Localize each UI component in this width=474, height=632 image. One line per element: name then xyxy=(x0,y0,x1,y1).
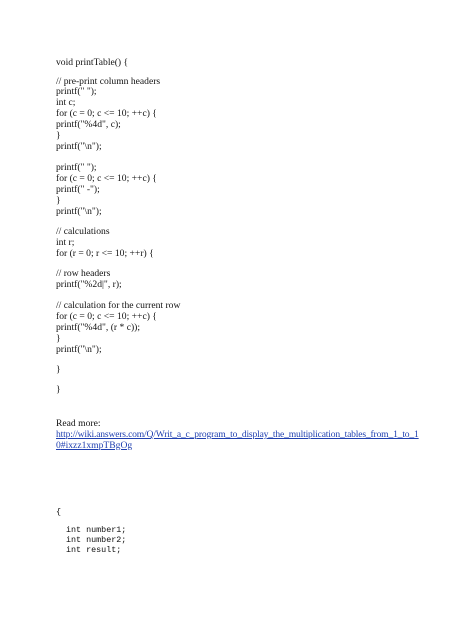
code-line: } xyxy=(56,364,61,375)
code-line: int number1; xyxy=(66,525,127,535)
read-more-label: Read more: xyxy=(56,418,101,429)
code-line: printf("%4d", (r * c)); xyxy=(56,322,141,333)
code-line: void printTable() { xyxy=(56,57,129,68)
code-line: // calculation for the current row xyxy=(56,300,181,311)
code-line: printf(" "); xyxy=(56,162,97,173)
code-line: printf("%2d|", r); xyxy=(56,279,122,290)
code-line: } xyxy=(56,130,61,141)
code-line: for (c = 0; c <= 10; ++c) { xyxy=(56,108,157,119)
code-line: printf(" -"); xyxy=(56,184,100,195)
read-more-link[interactable]: http://wiki.answers.com/Q/Writ_a_c_program_to_display_the_multiplication_tables_from_1_to_1 xyxy=(56,429,419,440)
code-line: } xyxy=(56,384,61,395)
code-line: } xyxy=(56,195,61,206)
code-line: int number2; xyxy=(66,535,127,545)
code-line: printf(" "); xyxy=(56,86,97,97)
code-line: printf("%4d", c); xyxy=(56,119,121,130)
code-brace: { xyxy=(56,507,62,517)
code-line: printf("\n"); xyxy=(56,344,102,355)
code-line: printf("\n"); xyxy=(56,141,102,152)
code-line: for (c = 0; c <= 10; ++c) { xyxy=(56,311,157,322)
code-line: // row headers xyxy=(56,268,111,279)
code-line: } xyxy=(56,333,61,344)
code-line: // calculations xyxy=(56,226,110,237)
code-line: int c; xyxy=(56,97,76,108)
code-line: printf("\n"); xyxy=(56,206,102,217)
code-line: int result; xyxy=(66,545,122,555)
code-line: for (c = 0; c <= 10; ++c) { xyxy=(56,173,157,184)
read-more-link-continued[interactable]: 0#ixzz1xmpTBgOg xyxy=(56,440,133,451)
code-line: // pre-print column headers xyxy=(56,76,161,87)
code-line: int r; xyxy=(56,237,75,248)
code-line: for (r = 0; r <= 10; ++r) { xyxy=(56,248,154,259)
